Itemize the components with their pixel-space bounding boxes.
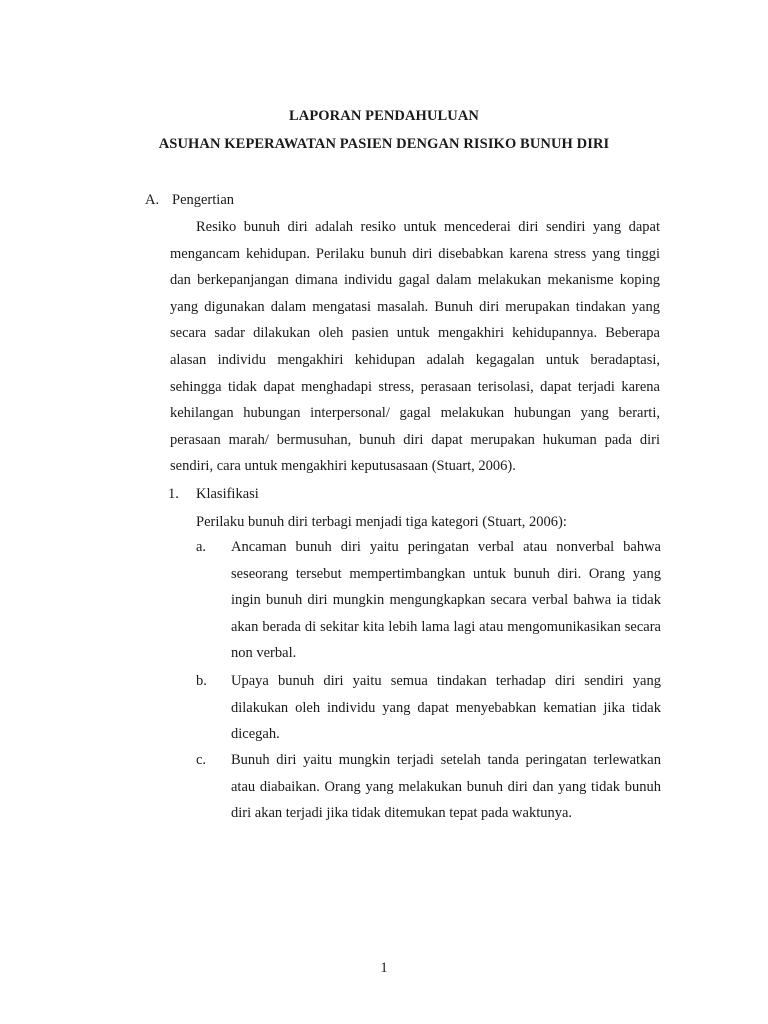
list-item-label: c.: [196, 752, 207, 768]
list-item-label: a.: [196, 539, 207, 555]
section-title: Pengertian: [172, 192, 235, 208]
subsection-title: Klasifikasi: [196, 486, 259, 502]
section-letter: A.: [145, 192, 160, 208]
subsection-intro: Perilaku bunuh diri terbagi menjadi tiga kategori (Stuart, 2006):: [196, 514, 567, 530]
list-item-text: Ancaman bunuh diri yaitu peringatan verbal atau nonverbal bahwa seseorang tersebut mempertimbangkan untuk bunuh diri. Orang yang ingin bunuh diri mungkin mengungkapkan secara verbal bahwa ia tidak akan berada di sekitar kita lebih lama lagi atau mengomunikasikan secara non verbal.: [231, 539, 661, 662]
list-item-text: Bunuh diri yaitu mungkin terjadi setelah tanda peringatan terlewatkan atau diabaikan. Orang yang melakukan bunuh diri dan yang tidak bunuh diri akan terjadi jika tidak ditemukan tepat pada waktunya.: [231, 752, 661, 822]
document-subtitle: ASUHAN KEPERAWATAN PASIEN DENGAN RISIKO BUNUH DIRI: [158, 136, 610, 152]
document-title: LAPORAN PENDAHULUAN: [289, 108, 479, 124]
list-item-text: Upaya bunuh diri yaitu semua tindakan terhadap diri sendiri yang dilakukan oleh individu yang dapat menyebabkan kematian jika tidak dicegah.: [231, 673, 661, 743]
list-item-label: b.: [196, 673, 207, 689]
section-paragraph: Resiko bunuh diri adalah resiko untuk mencederai diri sendiri yang dapat mengancam kehidupan. Perilaku bunuh diri disebabkan karena stress yang tinggi dan berkepanjangan dimana individu gagal dalam melakukan mekanisme koping yang digunakan dalam mengatasi masalah. Bunuh diri merupakan tindakan yang secara sadar dilakukan oleh pasien untuk mengakhiri kehidupannya. Beberapa alasan individu mengakhiri kehidupan adalah kegagalan untuk beradaptasi, sehingga tidak dapat menghadapi stress, perasaan terisolasi, dapat terjadi karena kehilangan hubungan interpersonal/ gagal melakukan hubungan yang berarti, perasaan marah/ bermusuhan, bunuh diri dapat merupakan hukuman pada diri sendiri, cara untuk mengakhiri keputusasaan (Stuart, 2006).: [170, 219, 660, 475]
subsection-number: 1.: [168, 486, 179, 502]
page-number: 1: [380, 960, 388, 976]
